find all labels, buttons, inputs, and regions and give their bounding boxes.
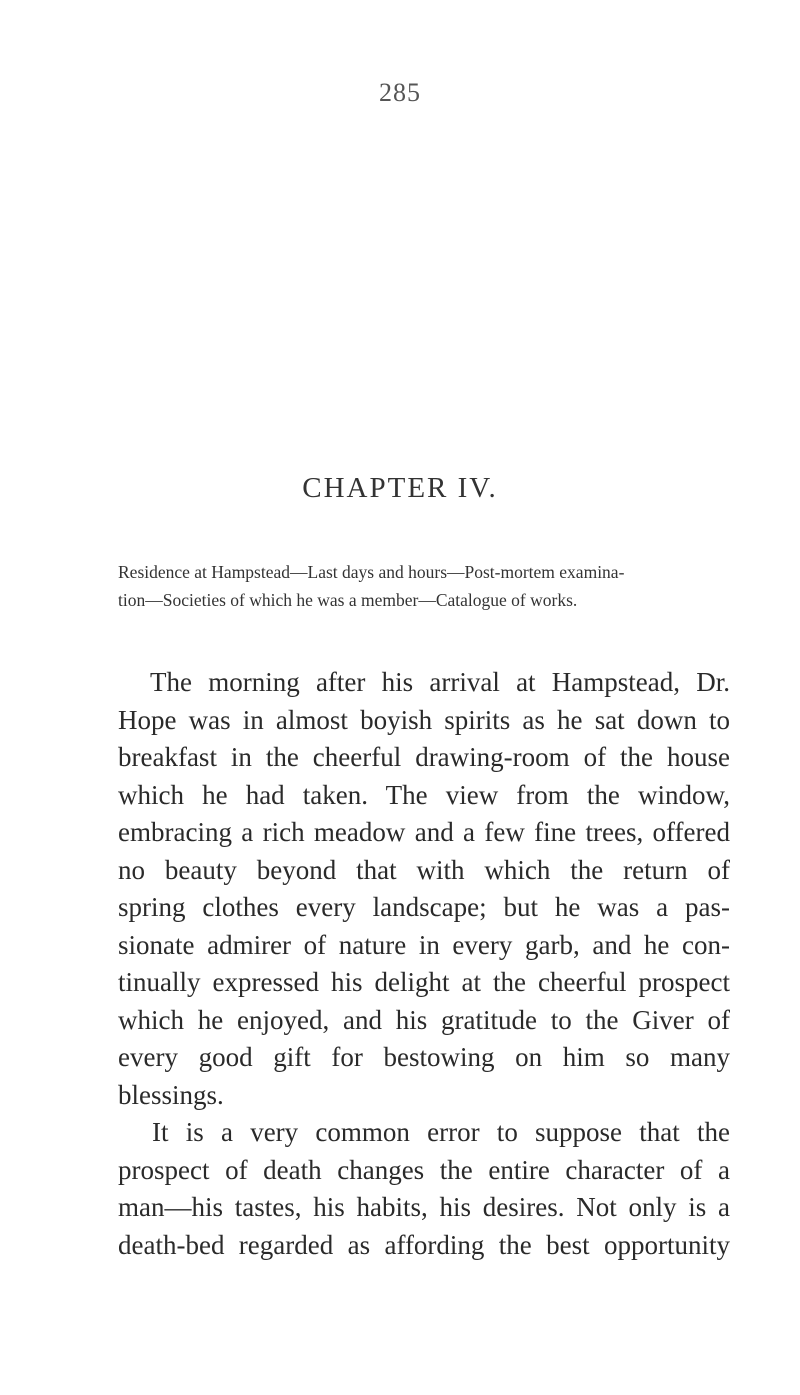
chapter-title: CHAPTER IV.: [302, 472, 498, 504]
paragraph-line: which he enjoyed, and his gratitude to the Giver of: [118, 1004, 730, 1035]
paragraph-line: embracing a rich meadow and a few fine trees, offered: [118, 817, 730, 847]
page-number: 285: [379, 78, 421, 107]
summary-line: tion—Societies of which he was a member—Catalogue of works.: [118, 590, 578, 610]
paragraph-line: which he had taken. The view from the window,: [118, 779, 730, 810]
paragraph-line: death-bed regarded as affording the best opportunity: [118, 1229, 730, 1260]
paragraph-line: spring clothes every landscape; but he was a pas-: [118, 892, 730, 922]
chapter-summary: [118, 558, 718, 614]
summary-line: Residence at Hampstead—Last days and hours—Post-mortem examina-: [118, 562, 625, 582]
paragraph-line: prospect of death changes the entire character of a: [118, 1154, 730, 1185]
paragraph-line: breakfast in the cheerful drawing-room of the house: [118, 742, 730, 772]
body-text: [118, 664, 730, 1264]
paragraph-line: Hope was in almost boyish spirits as he sat down to: [118, 704, 730, 735]
paragraph-line: every good gift for bestowing on him so many: [118, 1042, 730, 1072]
paragraph-line: It is a very common error to suppose that the: [152, 1117, 730, 1147]
paragraph-line: tinually expressed his delight at the cheerful prospect: [118, 967, 730, 997]
paragraph-line: man—his tastes, his habits, his desires. Not only is a: [118, 1192, 730, 1222]
paragraph-line: sionate admirer of nature in every garb, and he con-: [118, 929, 730, 960]
paragraph-line: The morning after his arrival at Hampstead, Dr.: [150, 667, 730, 697]
paragraph-line: blessings.: [118, 1079, 224, 1110]
paragraph-line: no beauty beyond that with which the return of: [118, 854, 730, 885]
